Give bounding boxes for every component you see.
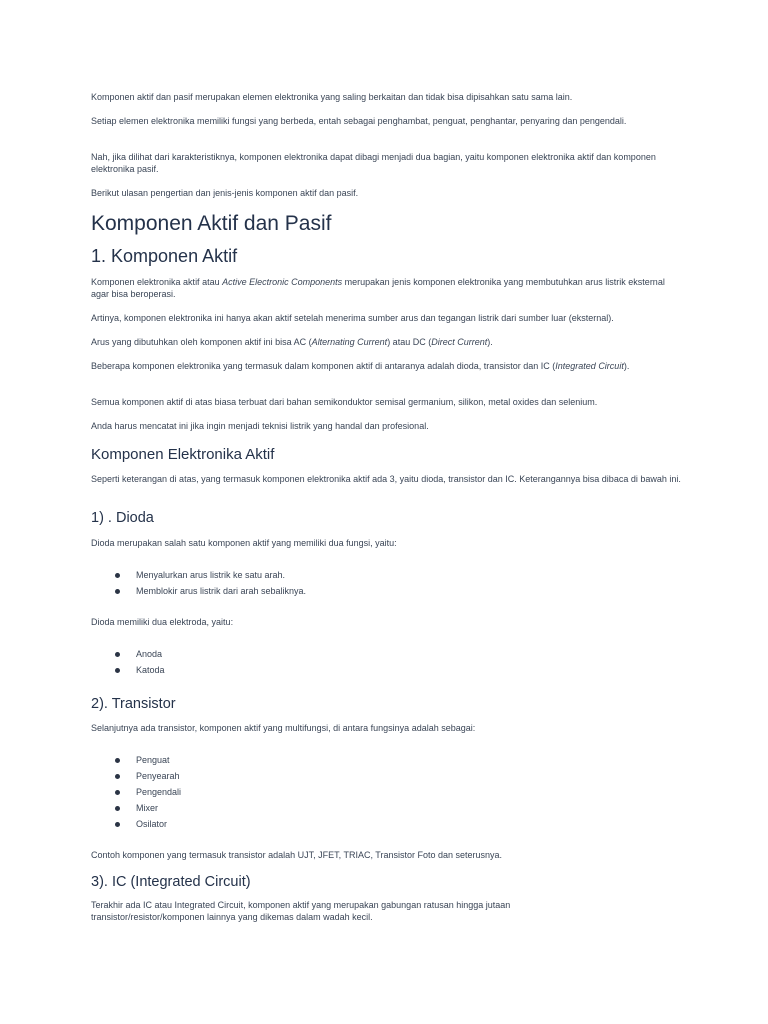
dioda-elektroda-list: [91, 649, 681, 677]
dioda-fungsi-list: [91, 570, 681, 598]
intro-paragraph-1: Komponen aktif dan pasif merupakan elemen elektronika yang saling berkaitan dan tidak bisa dipisahkan satu sama lain.: [91, 92, 573, 102]
list-item: Anoda: [91, 649, 681, 661]
section-heading-komponen-elektronika-aktif: Komponen Elektronika Aktif: [91, 446, 275, 463]
section1-paragraph-1: Komponen elektronika aktif atau Active Electronic Components merupakan jenis komponen elektronika yang membutuhkan arus listrik eksternal agar bisa beroperasi.: [91, 277, 665, 299]
section1-paragraph-3: Arus yang dibutuhkan oleh komponen aktif ini bisa AC (Alternating Current) atau DC (Direct Current).: [91, 337, 493, 347]
ic-paragraph-1: Terakhir ada IC atau Integrated Circuit, komponen aktif yang merupakan gabungan ratusan hingga jutaan transistor/resistor/komponen lainnya yang dikemas dalam wadah kecil.: [91, 900, 511, 922]
list-item: Osilator: [91, 819, 681, 831]
section1-paragraph-2: Artinya, komponen elektronika ini hanya akan aktif setelah menerima sumber arus dan tegangan listrik dari sumber luar (eksternal).: [91, 313, 614, 323]
list-item: Penyearah: [91, 771, 681, 783]
transistor-paragraph-2: Contoh komponen yang termasuk transistor adalah UJT, JFET, TRIAC, Transistor Foto dan seterusnya.: [91, 850, 503, 860]
subsection-heading-transistor: 2). Transistor: [91, 696, 176, 712]
dioda-paragraph-2: Dioda memiliki dua elektroda, yaitu:: [91, 617, 234, 627]
list-item: Mixer: [91, 803, 681, 815]
section1-paragraph-4: Beberapa komponen elektronika yang termasuk dalam komponen aktif di antaranya adalah dioda, transistor dan IC (Integrated Circuit).: [91, 361, 630, 371]
list-item: Pengendali: [91, 787, 681, 799]
dioda-paragraph-1: Dioda merupakan salah satu komponen aktif yang memiliki dua fungsi, yaitu:: [91, 538, 397, 548]
intro-paragraph-4: Berikut ulasan pengertian dan jenis-jenis komponen aktif dan pasif.: [91, 188, 359, 198]
subsection-heading-dioda: 1) . Dioda: [91, 510, 154, 526]
subsection-heading-ic: 3). IC (Integrated Circuit): [91, 874, 251, 890]
section-heading-komponen-aktif: 1. Komponen Aktif: [91, 246, 238, 266]
transistor-fungsi-list: [91, 755, 681, 831]
list-item: Katoda: [91, 665, 681, 677]
list-item: Penguat: [91, 755, 681, 767]
section2-paragraph-1: Seperti keterangan di atas, yang termasuk komponen elektronika aktif ada 3, yaitu dioda, transistor dan IC. Keterangannya bisa dibaca di bawah ini.: [91, 474, 681, 484]
section1-paragraph-5: Semua komponen aktif di atas biasa terbuat dari bahan semikonduktor semisal germanium, silikon, metal oxides dan selenium.: [91, 397, 598, 407]
page-title: Komponen Aktif dan Pasif: [91, 212, 332, 235]
intro-paragraph-3: Nah, jika dilihat dari karakteristiknya, komponen elektronika dapat dibagi menjadi dua bagian, yaitu komponen elektronika aktif dan komponen elektronika pasif.: [91, 152, 656, 174]
transistor-paragraph-1: Selanjutnya ada transistor, komponen aktif yang multifungsi, di antara fungsinya adalah sebagai:: [91, 723, 476, 733]
list-item: Memblokir arus listrik dari arah sebaliknya.: [91, 586, 681, 598]
section1-paragraph-6: Anda harus mencatat ini jika ingin menjadi teknisi listrik yang handal dan profesional.: [91, 421, 429, 431]
list-item: Menyalurkan arus listrik ke satu arah.: [91, 570, 681, 582]
intro-paragraph-2: Setiap elemen elektronika memiliki fungsi yang berbeda, entah sebagai penghambat, penguat, penghantar, penyaring dan pengendali.: [91, 116, 627, 126]
